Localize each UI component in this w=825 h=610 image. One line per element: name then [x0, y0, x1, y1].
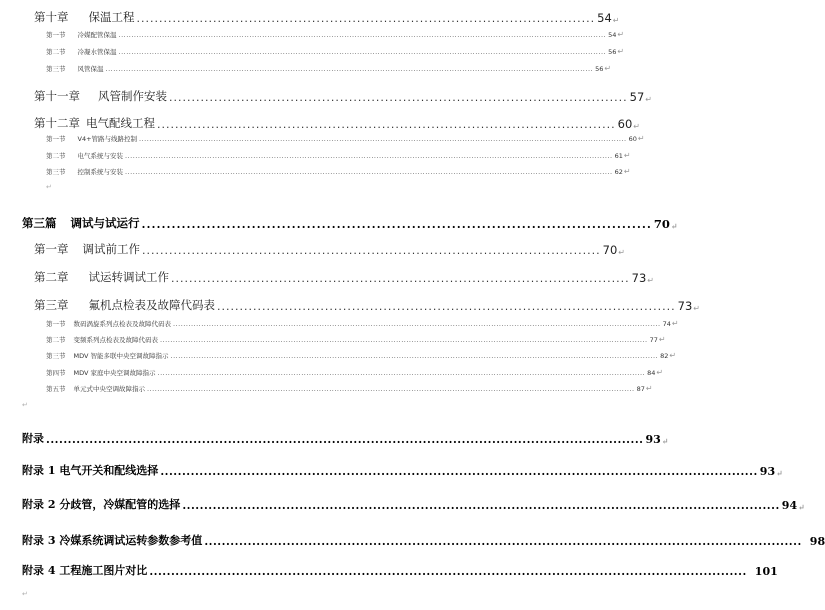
entry-title: 氟机点检表及故障代码表 — [88, 298, 215, 312]
entry-page: 93 — [759, 465, 776, 478]
toc-entry-ch12-s3 — [0, 167, 631, 176]
entry-page: 73 — [631, 271, 647, 285]
entry-label: 第二章 — [34, 270, 69, 284]
dot-leader: ...................................................................................................... — [141, 217, 652, 231]
entry-page: 62 — [614, 168, 623, 176]
dot-leader: .............................................................................................................................................................................................. — [125, 168, 613, 176]
entry-label: 第三章 — [34, 298, 69, 312]
return-mark: ↵ — [623, 167, 631, 176]
entry-label: 第三节 — [46, 65, 66, 73]
dot-leader: ...................................................................................................... — [217, 300, 676, 313]
entry-page: 84 — [647, 369, 656, 377]
entry-title: 附录 3 冷媒系统调试运转参数参考值 — [22, 534, 203, 547]
return-mark: ↵ — [693, 304, 700, 313]
entry-title: MDV 家庭中央空调故障指示 — [73, 369, 156, 377]
empty-paragraph-mark: ↵ — [22, 590, 28, 598]
dot-leader: .............................................................................................................................................................................................. — [160, 336, 648, 344]
toc-entry-ch12-s1 — [0, 134, 645, 143]
dot-leader: .............................................................................................................................................................................................. — [139, 135, 627, 143]
toc-entry-ch10-s3 — [0, 64, 612, 73]
entry-title: 风管保温 — [77, 65, 104, 73]
return-mark: ↵ — [633, 122, 640, 131]
entry-page: 101 — [754, 565, 778, 578]
entry-label: 第十一章 — [34, 89, 80, 103]
toc-entry-appendix-2 — [0, 496, 805, 512]
return-mark: ↵ — [623, 151, 631, 160]
toc-entry-appendix-3 — [0, 532, 825, 548]
entry-page: 54 — [597, 11, 612, 25]
entry-label: 第二节 — [46, 48, 66, 56]
return-mark: ↵ — [670, 221, 678, 231]
entry-page: 74 — [662, 320, 671, 328]
entry-label: 第三节 — [46, 352, 66, 360]
entry-title: 风管制作安装 — [98, 89, 167, 103]
entry-title: 附录 1 电气开关和配线选择 — [22, 464, 159, 477]
toc-entry-p3-ch3-s1 — [0, 319, 679, 328]
toc-entry-p3-ch3-s4 — [0, 368, 664, 377]
entry-page: 60 — [628, 135, 637, 143]
toc-entry-p3-ch1 — [0, 241, 625, 257]
entry-label: 第二节 — [46, 336, 66, 344]
return-mark: ↵ — [658, 335, 666, 344]
entry-label: 第一节 — [46, 320, 66, 328]
entry-page: 56 — [595, 65, 604, 73]
empty-paragraph-mark: ↵ — [22, 401, 28, 409]
return-mark: ↵ — [617, 30, 625, 39]
dot-leader: .............................................................................................................................................................................................. — [173, 320, 661, 328]
return-mark: ↵ — [645, 95, 652, 104]
return-mark: ↵ — [618, 248, 625, 257]
toc-entry-p3-ch3 — [0, 297, 700, 313]
entry-label: 第二节 — [46, 152, 66, 160]
dot-leader: .............................................................................................................................................................................................. — [125, 152, 613, 160]
entry-page: 54 — [608, 31, 617, 39]
entry-title: 单元式中央空调故障指示 — [73, 385, 145, 393]
toc-entry-part3 — [0, 215, 678, 231]
dot-leader: .......................................................................................................................................... — [182, 499, 780, 512]
entry-title: 试运转调试工作 — [88, 270, 169, 284]
toc-entry-ch10-s1 — [0, 30, 625, 39]
toc-entry-ch12-s2 — [0, 151, 631, 160]
dot-leader: .............................................................................................................................................................................................. — [105, 65, 594, 73]
toc-entry-p3-ch3-s3 — [0, 351, 677, 360]
toc-entry-ch11 — [0, 88, 652, 104]
entry-label: 第三篇 — [22, 216, 57, 230]
entry-title: 电气配线工程 — [86, 116, 155, 130]
dot-leader: .............................................................................................................................................................................................. — [157, 369, 646, 377]
entry-page: 57 — [629, 90, 645, 104]
entry-page: 70 — [653, 217, 670, 231]
return-mark: ↵ — [647, 276, 654, 285]
dot-leader: .............................................................................................................................................................................................. — [118, 31, 607, 39]
entry-page: 60 — [617, 117, 633, 131]
entry-title: 保温工程 — [88, 10, 135, 24]
return-mark: ↵ — [637, 134, 645, 143]
entry-page: 73 — [677, 299, 693, 313]
dot-leader: ...................................................................................................... — [171, 272, 630, 285]
entry-page: 82 — [660, 352, 669, 360]
dot-leader: .......................................................................................................................................... — [160, 465, 758, 478]
return-mark: ↵ — [617, 47, 625, 56]
entry-page: 94 — [781, 499, 798, 512]
entry-title: 变频系列点检表及故障代码表 — [73, 336, 158, 344]
entry-label: 第五节 — [46, 385, 66, 393]
dot-leader: .......................................................................................................................................... — [46, 433, 644, 446]
return-mark: ↵ — [645, 384, 653, 393]
dot-leader: .......................................................................................................................................... — [204, 535, 802, 548]
toc-entry-appendix — [0, 430, 669, 446]
entry-page: 61 — [614, 152, 623, 160]
return-mark: ↵ — [612, 16, 620, 25]
entry-label: 第十二章 — [34, 116, 80, 130]
toc-entry-p3-ch2 — [0, 269, 654, 285]
entry-label: 第四节 — [46, 369, 66, 377]
entry-label: 第一节 — [46, 135, 66, 143]
toc-entry-p3-ch3-s2 — [0, 335, 666, 344]
dot-leader: ...................................................................................................... — [142, 244, 601, 257]
entry-page: 77 — [649, 336, 658, 344]
entry-title: 附录 4 工程施工图片对比 — [22, 564, 148, 577]
dot-leader: ...................................................................................................... — [136, 12, 596, 25]
entry-title: 数码涡旋系列点检表及故障代码表 — [73, 320, 171, 328]
return-mark: ↵ — [604, 64, 612, 73]
dot-leader: ...................................................................................................... — [157, 118, 616, 131]
entry-page: 98 — [809, 535, 825, 548]
entry-page: 93 — [645, 433, 661, 446]
return-mark: ↵ — [669, 351, 677, 360]
return-mark: ↵ — [798, 502, 805, 512]
toc-entry-ch10 — [0, 9, 620, 25]
dot-leader: .............................................................................................................................................................................................. — [118, 48, 607, 56]
return-mark: ↵ — [671, 319, 679, 328]
entry-title: 调试与试运行 — [70, 216, 140, 230]
entry-title: 控制系统与安装 — [77, 168, 123, 176]
entry-title: 电气系统与安装 — [77, 152, 123, 160]
toc-entry-appendix-4 — [0, 562, 778, 578]
entry-title: 附录 2 分歧管，冷媒配管的选择 — [22, 498, 181, 511]
entry-page: 56 — [608, 48, 617, 56]
entry-title: 调试前工作 — [82, 242, 140, 256]
entry-title: 附录 — [22, 432, 44, 445]
dot-leader: ...................................................................................................... — [169, 91, 628, 104]
dot-leader: .............................................................................................................................................................................................. — [170, 352, 659, 360]
return-mark: ↵ — [776, 468, 783, 478]
entry-page: 87 — [636, 385, 645, 393]
entry-title: 冷媒配管保温 — [77, 31, 117, 39]
entry-title: 冷凝水管保温 — [77, 48, 117, 56]
entry-title: V4+管路与线路控制 — [77, 135, 138, 143]
entry-label: 第三节 — [46, 168, 66, 176]
entry-label: 第十章 — [34, 10, 69, 24]
toc-entry-appendix-1 — [0, 462, 783, 478]
entry-title: MDV 智能多联中央空调故障指示 — [73, 352, 169, 360]
entry-page: 70 — [602, 243, 618, 257]
entry-label: 第一节 — [46, 31, 66, 39]
toc-entry-p3-ch3-s5 — [0, 384, 653, 393]
dot-leader: .......................................................................................................................................... — [149, 565, 747, 578]
toc-entry-ch12 — [0, 115, 640, 131]
entry-label: 第一章 — [34, 242, 69, 256]
return-mark: ↵ — [661, 436, 669, 446]
return-mark: ↵ — [656, 368, 664, 377]
empty-paragraph-mark: ↵ — [46, 183, 52, 191]
toc-entry-ch10-s2 — [0, 47, 625, 56]
dot-leader: .............................................................................................................................................................................................. — [147, 385, 635, 393]
